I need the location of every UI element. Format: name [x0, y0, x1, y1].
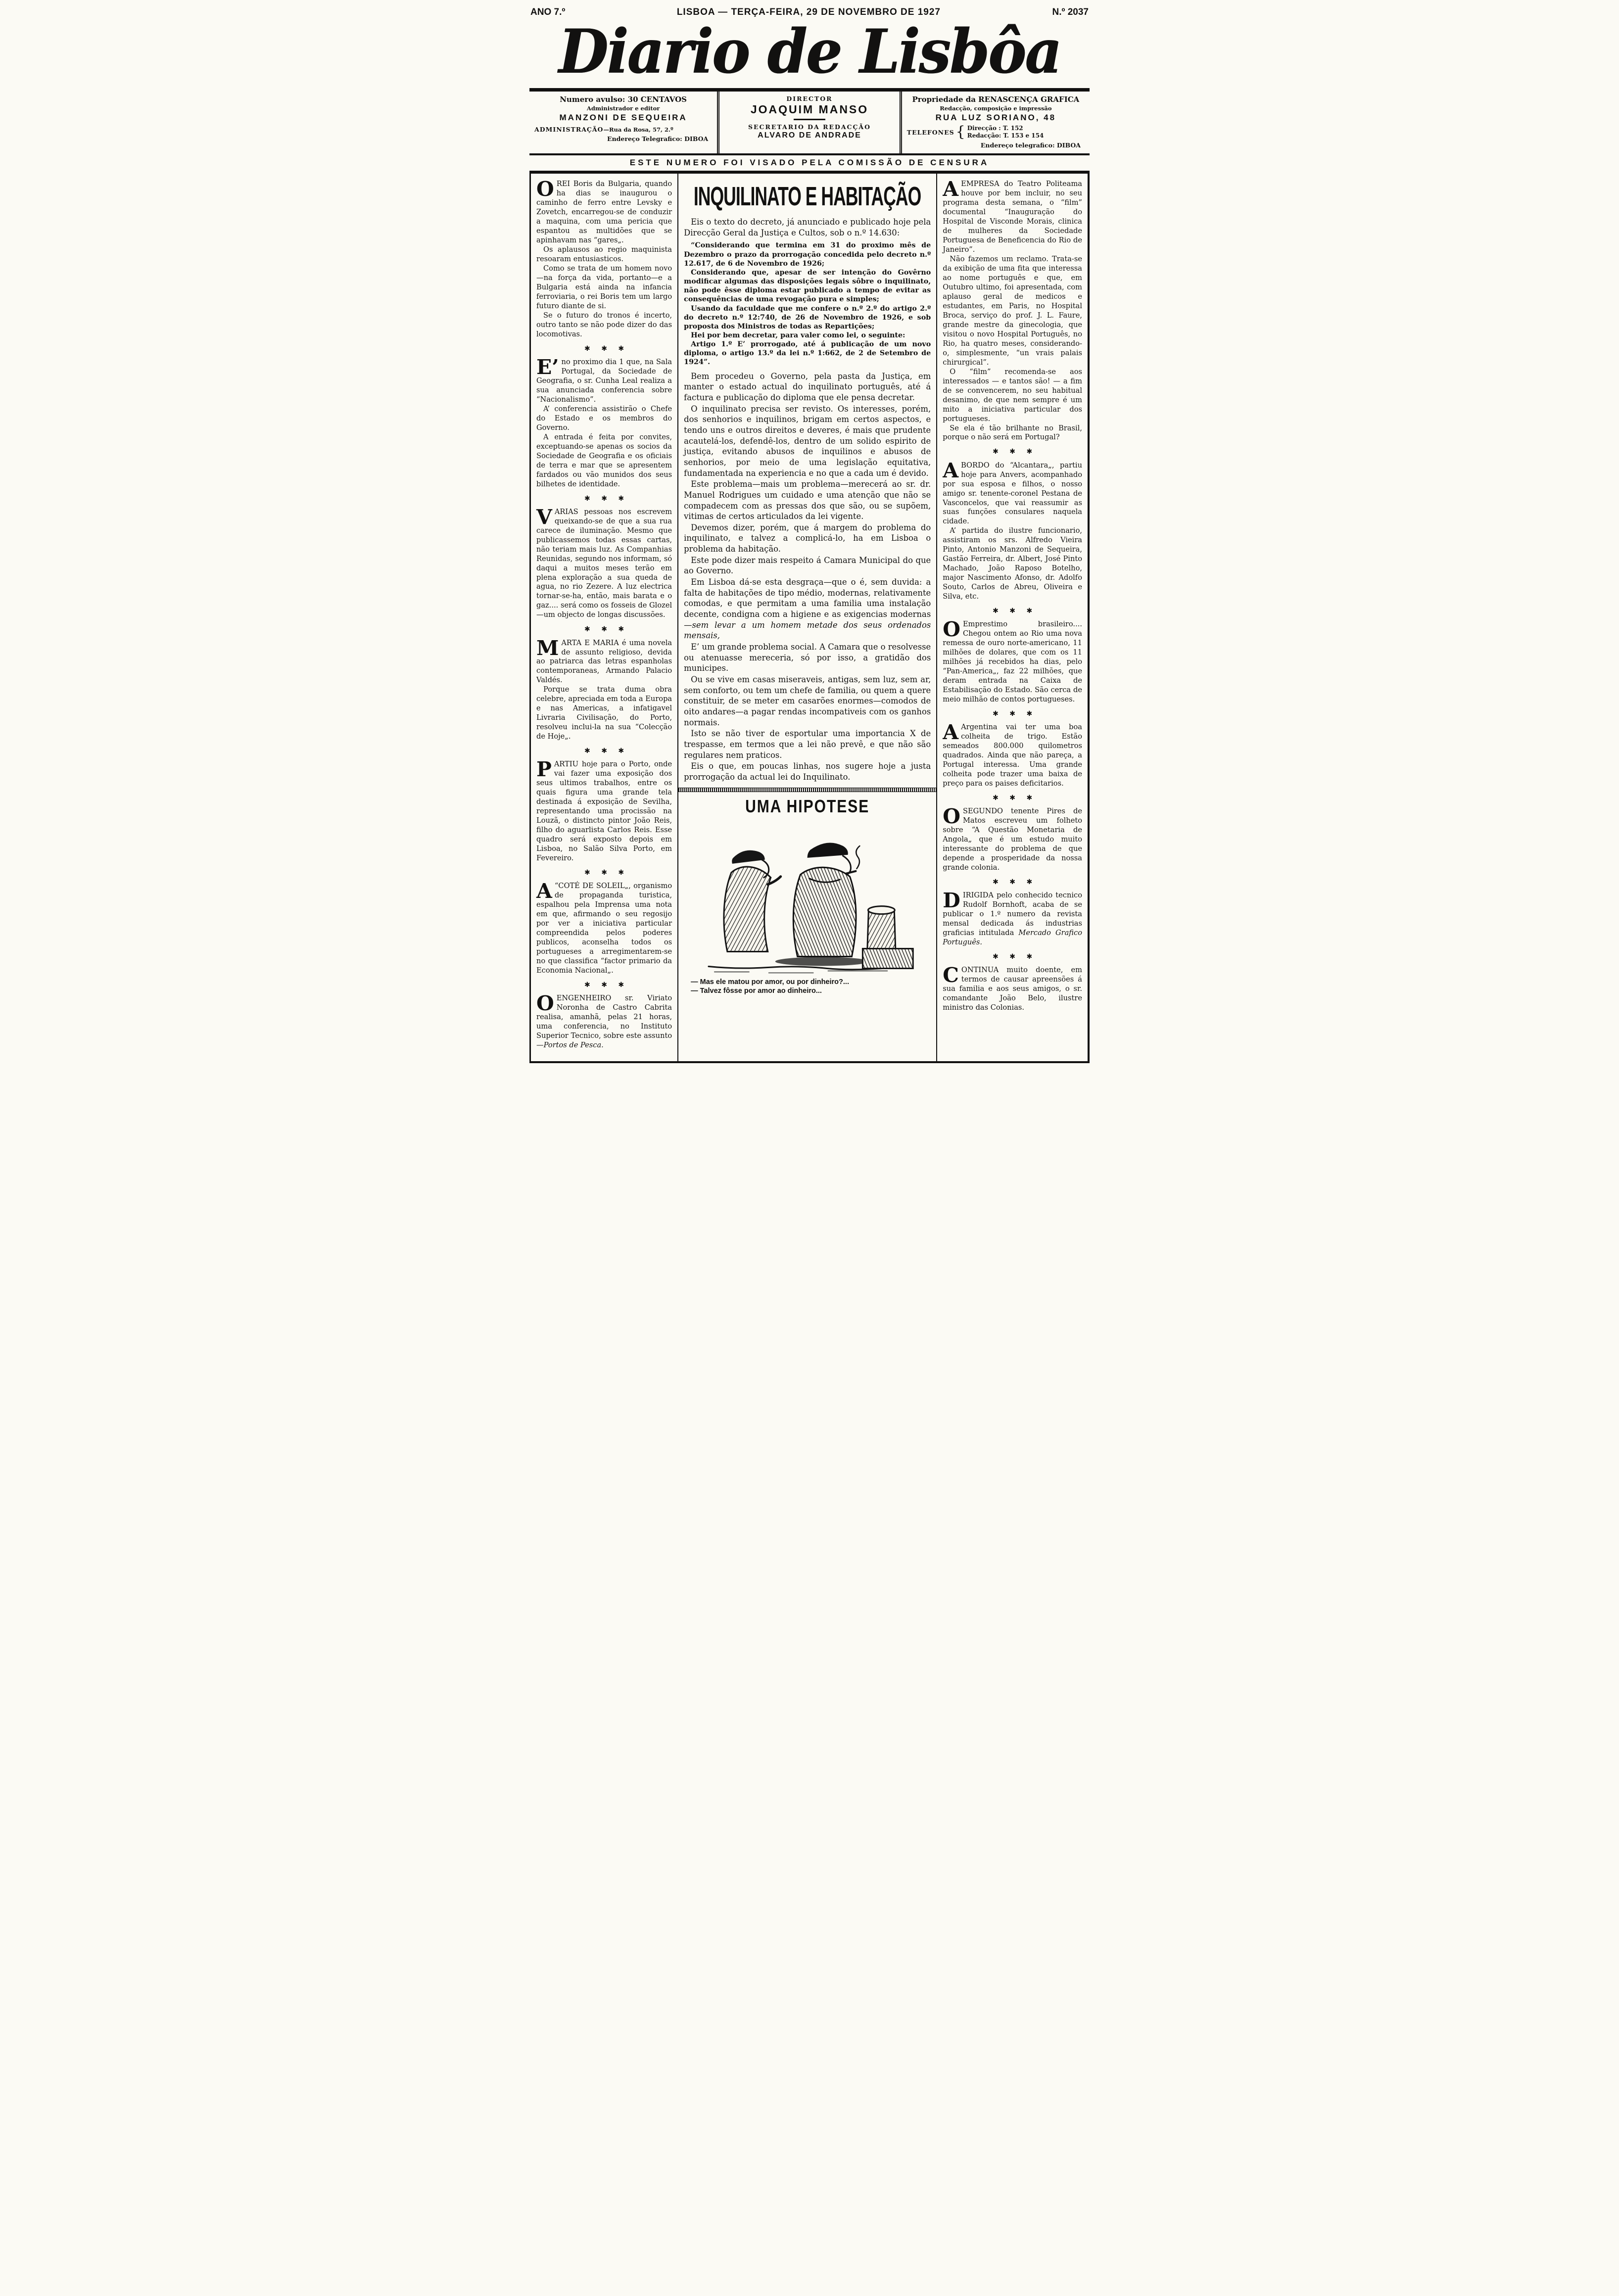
italic-segment: sem levar a um homem metade dos seus ordenados mensais,: [684, 620, 931, 641]
cartoon-captions: [684, 978, 931, 1002]
imprint-administration: [529, 92, 717, 153]
content-columns: [529, 174, 1090, 1063]
paragraph: IRIGIDA pelo conhecido tecnico Rudolf Bornhoft, acaba de se publicar o 1.º numero da revista mensal dedicada ás industrias graficias intitulada: [943, 891, 1082, 937]
price-line: Numero avulso: 30 CENTAVOS: [560, 95, 687, 104]
telegraph-address: Endereço telegrafico: DIBOA: [980, 141, 1081, 149]
secretary-label: SECRETARIO DA REDACÇÃO: [748, 123, 871, 131]
decree-paragraph: Artigo 1.º E’ prorrogado, até á publicação de um novo diploma, o artigo 13.º da lei n.º 1:662, de 2 de Setembro de 1924”.: [684, 340, 931, 367]
italic-title: Mercado Grafico Português.: [943, 929, 1082, 947]
director-name: JOAQUIM MANSO: [750, 103, 869, 116]
paragraph: Este problema—mais um problema—merecerá ao sr. dr. Manuel Rodrigues um cuidado e uma atenção que não se compadecem com as pressas dos que são, ou se supõem, vitimas de certos articulados da lei vigente.: [684, 479, 931, 521]
news-item-cunha-leal: [536, 355, 672, 489]
news-item-joao-belo: [943, 963, 1082, 1013]
news-item-argentina: [943, 720, 1082, 789]
decree-paragraph: Hei por bem decretar, para valer como lei, o seguinte:: [691, 331, 905, 340]
imprint-direction: [717, 92, 902, 153]
drop-cap: D: [943, 889, 960, 913]
admin-street: —Rua da Rosa, 57, 2.º: [603, 126, 673, 134]
drop-cap: O: [943, 804, 960, 829]
drop-cap: A: [943, 458, 959, 482]
news-item-alcantara: [943, 458, 1082, 602]
paragraph: ARTIU hoje para o Porto, onde vai fazer uma exposição dos seus ultimos trabalhos, entre os quais figura uma grande tela destinada á exposição de Sevilha, representando uma procissão na Louzã, o distincto pintor João Reis, filho do aguarlista Carlos Reis. Esse quadro será exposto depois em Lisboa, no Salão Silva Porto, em Fevereiro.: [536, 760, 672, 863]
stars-separator: ✱ ✱ ✱: [584, 494, 624, 503]
news-item-pires-de-matos: [943, 804, 1082, 873]
stars-separator: ✱ ✱ ✱: [584, 747, 624, 755]
newspaper-page: [523, 0, 1096, 1098]
paragraph: Ou se vive em casas miseraveis, antigas, sem luz, sem ar, sem conforto, ou tem um chefe de familia, ou quem a quere constituir, de se meter em casarões enormes—comodos de oito andares—a pagar rendas incompativeis com os ganhos normais.: [684, 675, 931, 727]
news-item-emprestimo: [943, 617, 1082, 704]
drop-cap: A: [943, 177, 959, 201]
paragraph: [684, 577, 931, 641]
paragraph: “COTÉ DE SOLEIL„, organismo de propaganda turistica, espalhou pela Imprensa uma nota em que, afirmando o seu regosijo por ver a iniciativa particular compreendida pelos poderes publicos, aconselha todos os portugueses a arregimentarem-se no que classifica “factor primario da Economia Nacional„.: [536, 882, 672, 975]
lead-paragraph: Eis o texto do decreto, já anunciado e publicado hoje pela Direcção Geral da Justiça e Cultos, sob o n.º 14.630:: [684, 217, 931, 237]
center-column: [678, 174, 937, 1061]
stars-separator: ✱ ✱ ✱: [584, 625, 624, 634]
telegraph-address: Endereço Telegrafico: DIBOA: [607, 135, 709, 143]
paragraph: Os aplausos ao regio maquinista resoaram entusiasticos.: [536, 245, 672, 264]
paragraph: Se o futuro do tronos é incerto, outro tanto se não pode dizer do das locomotivas.: [536, 311, 672, 338]
stars-separator: ✱ ✱ ✱: [993, 878, 1033, 886]
paragraph: no proximo dia 1 que, na Sala Portugal, da Sociedade de Geografia, o sr. Cunha Leal realiza a sua anunciada conferencia sobre “Nacionalismo”.: [536, 357, 672, 404]
paragraph: BORDO do “Alcantara„, partiu hoje para Anvers, acompanhado por sua esposa e filhos, o nosso amigo sr. tenente-coronel Pestana de Vasconcelos, que vai reassumir as suas funções consulares naquela cidade.: [943, 461, 1082, 526]
paragraph: EMPRESA do Teatro Politeama houve por bem incluir, no seu programa desta semana, o “film” documental “Inauguração do Hospital de Visconde Morais, clinica de mulheres da Sociedade Portuguesa de Beneficencia do Rio de Janeiro”.: [943, 180, 1082, 254]
news-item-marta-e-maria: [536, 636, 672, 742]
stars-separator: ✱ ✱ ✱: [993, 794, 1033, 802]
director-label: DIRECTOR: [786, 95, 833, 103]
paragraph: A entrada é feita por convites, exceptuando-se apenas os socios da Sociedade de Geografia e os oficiais de terra e mar que se apresentem fardados ou vão munidos dos seus bilhetes de identidade.: [536, 432, 672, 488]
drop-cap: O: [536, 177, 554, 201]
cartoon-shadow: [775, 957, 869, 966]
stars-separator: ✱ ✱ ✱: [993, 953, 1033, 961]
paragraph: REI Boris da Bulgaria, quando ha dias se inaugurou o caminho de ferro entre Levsky e Zovetch, encarregou-se de conduzir a maquina, com uma pericia que espantou as multidões que se apinhavam nas “gares„.: [536, 180, 672, 245]
drop-cap: M: [536, 636, 559, 660]
paragraph: ONTINUA muito doente, em termos de causar apreensões á sua familia e aos seus amigos, o sr. comandante João Belo, ilustre ministro das Colonias.: [943, 966, 1082, 1012]
cartoon-man-right: [793, 843, 859, 957]
admin-editor-label: Administrador e editor: [586, 105, 660, 112]
censorship-notice: ESTE NUMERO FOI VISADO PELA COMISSÃO DE CENSURA: [529, 155, 1090, 174]
imprint-property: [902, 92, 1090, 153]
paragraph: E’ um grande problema social. A Camara que o resolvesse ou atenuasse mereceria, só por isso, a gratidão dos municipes.: [684, 642, 931, 673]
dateline: LISBOA — TERÇA-FEIRA, 29 DE NOVEMBRO DE 1927: [676, 7, 941, 17]
cartoon-stone-posts: [862, 906, 913, 969]
composition-line: Redacção, composição e impressão: [940, 105, 1052, 112]
imprint-bar: [529, 88, 1090, 155]
paragraph-segment: Em Lisboa dá-se esta desgraça—que o é, sem duvida: a falta de habitações de tipo médio, modernas, relativamente comodas, e que permitam a uma familia uma instalação decente, condigna com a higiene e as exigencias modernas—: [684, 577, 931, 630]
cartoon-figure: [684, 819, 931, 1002]
italic-title: Portos de Pesca.: [543, 1040, 604, 1049]
paragraph: O “film” recomenda-se aos interessados — e tantos são! — a fim de se convencerem, no seu habitual desanimo, de que nem sempre é um mito a iniciativa particular dos portugueses.: [943, 367, 1082, 423]
editorial-body: [684, 371, 931, 783]
admin-address: [534, 126, 712, 133]
paragraph: A’ partida do ilustre funcionario, assistiram os srs. Alfredo Vieira Pinto, Antonio Manzoni de Sequeira, Gastão Ferreira, dr. Albert, José Pinto Machado, João Raposo Botelho, major Nascimento Afonso, dr. Adolfo Souto, Carlos de Abreu, Oliveira e Silva, etc.: [943, 526, 1082, 601]
news-item-teatro-politeama: [943, 177, 1082, 442]
hatched-rule: [678, 788, 936, 792]
cartoon-illustration: [699, 819, 916, 977]
right-column: [937, 174, 1088, 1061]
telephones-label: TELEFONES: [906, 128, 954, 136]
stars-separator: ✱ ✱ ✱: [584, 981, 624, 989]
divider: [794, 119, 825, 120]
drop-cap: P: [536, 757, 552, 782]
paragraph: Bem procedeu o Governo, pela pasta da Justiça, em manter o estado actual do inquilinato português, até á factura e publicação do diploma que ele pensa decretar.: [684, 371, 931, 402]
caption-line: — Mas ele matou por amor, ou por dinheiro?...: [691, 978, 849, 986]
stars-separator: ✱ ✱ ✱: [584, 344, 624, 353]
admin-editor-name: MANZONI DE SEQUEIRA: [559, 113, 687, 123]
news-item-mercado-grafico: [943, 891, 1082, 947]
drop-cap: O: [536, 991, 554, 1016]
paragraph: ARTA E MARIA é uma novela de assunto religioso, devida ao patriarca das letras espanholas contemporaneas, Armando Palacio Valdés.: [536, 638, 672, 685]
brace-glyph: {: [955, 123, 965, 141]
edition-year: ANO 7.º: [530, 7, 566, 17]
decree-paragraph: “Considerando que termina em 31 do proximo mês de Dezembro o prazo da prorrogação concedida pelo decreto n.º 12.617, de 6 de Novembro de 1926;: [684, 241, 931, 268]
paragraph: Porque se trata duma obra celebre, apreciada em toda a Europa e nas Americas, a infatigavel Livraria Civilisação, do Porto, resolveu inclui-la na sua “Colecção de Hoje„.: [536, 685, 672, 741]
telephones-row: [907, 125, 1085, 140]
paragraph: ENGENHEIRO sr. Viriato Noronha de Castro Cabrita realisa, amanhã, pelas 21 horas, uma conferencia, no Instituto Superior Tecnico, sobre este assunto—: [536, 994, 672, 1049]
admin-label: ADMINISTRAÇÃO: [534, 126, 604, 134]
caption-line: — Talvez fôsse por amor ao dinheiro...: [691, 986, 822, 995]
news-item-portos-de-pesca: [536, 991, 672, 1050]
stars-separator: ✱ ✱ ✱: [584, 869, 624, 877]
paragraph: Não fazemos um reclamo. Trata-se da exibição de uma fita que interessa ao nome português e que, em Outubro ultimo, foi apresentada, com aplauso geral de medicos e estudantes, em Paris, no Hospital Broca, serviço do prof. J. L. Faure, grande mestre da ginecologia, que visitou o novo Hospital Português, no Rio, ha quatro meses, considerando-o, simplesmente, “un vrais palais chirurgical”.: [943, 255, 1082, 367]
paragraph: Argentina vai ter uma boa colheita de trigo. Estão semeados 800.000 quilometros quadrados. Ainda que não pareça, a Portugal interessa. Uma grande colheita pode trazer uma baixa de preço para os paises deficitarios.: [943, 723, 1082, 788]
secretary-name: ALVARO DE ANDRADE: [758, 131, 861, 140]
masthead-title: Diario de Lisbôa: [558, 16, 1061, 88]
news-item-rei-boris: [536, 177, 672, 339]
decree-text: [684, 241, 931, 367]
paragraph: Este pode dizer mais respeito á Camara Municipal do que ao Governo.: [684, 555, 931, 576]
stars-separator: ✱ ✱ ✱: [993, 607, 1033, 615]
drop-cap: A: [536, 879, 552, 903]
paragraph: Isto se não tiver de esportular uma importancia X de trespasse, em termos que a lei não prevê, e que não são regulares nem praticos.: [684, 729, 931, 760]
drop-cap: E’: [536, 355, 559, 379]
paragraph: A’ conferencia assistirão o Chefe do Estado e os membros do Governo.: [536, 404, 672, 432]
street-address: RUA LUZ SORIANO, 48: [935, 113, 1056, 123]
phone-redaction: Redacção: T. 153 e 154: [967, 132, 1044, 140]
paragraph: SEGUNDO tenente Pires de Matos escreveu um folheto sobre “A Questão Monetaria de Angola„ que é um estudo muito interessante do problema de que depende a prosperidade da nossa grande colonia.: [943, 807, 1082, 872]
news-item-iluminacao: [536, 505, 672, 620]
cartoon-man-left: [724, 850, 781, 952]
property-line: Propriedade da RENASCENÇA GRAFICA: [912, 95, 1080, 104]
drop-cap: A: [943, 720, 959, 745]
paragraph: Se ela é tão brilhante no Brasil, porque o não será em Portugal?: [943, 423, 1082, 442]
cartoon-title: UMA HIPOTESE: [745, 797, 870, 816]
stars-separator: ✱ ✱ ✱: [993, 710, 1033, 718]
paragraph: Devemos dizer, porém, que á margem do problema do inquilinato, e talvez a complicá-lo, ha em Lisboa o problema da habitação.: [684, 522, 931, 554]
stars-separator: ✱ ✱ ✱: [993, 448, 1033, 456]
drop-cap: C: [943, 963, 959, 987]
paragraph: ARIAS pessoas nos escrevem queixando-se de que a sua rua carece de iluminação. Mesmo que publicassemos todas essas cartas, não teriam mais luz. As Companhias Reunidas, segundo nos informam, só daqui a muitos meses terão em plena exploração a sua queda de agua, no rio Zezere. A luz electrica tornar-se-ha, então, mais barata e o gaz.... será como os fosseis de Glozel—um objecto de longas discussões.: [536, 507, 672, 619]
paragraph: Como se trata de um homem novo—na força da vida, portanto—e a Bulgaria está ainda na infancia ferroviaria, o rei Boris tem um largo futuro diante de si.: [536, 264, 672, 310]
paragraph: O inquilinato precisa ser revisto. Os interesses, porém, dos senhorios e inquilinos, brigam em certos aspectos, e tendo uns e outros direitos e deveres, é mais que prudente acautelá-los, defendê-los, dentro de um solido espirito de justiça, evitando abusos de inquilinos e abusos de senhorios, por meio de uma legislação equitativa, fundamentada na experiencia e no que a cada um é devido.: [684, 404, 931, 478]
paragraph: Emprestimo brasileiro.... Chegou ontem ao Rio uma nova remessa de ouro norte-americano, 11 milhões de dolares, que com os 11 milhões já recebidos ha dias, pelo “Pan-America„, faz 22 milhões, que deram entrada na Caixa de Estabilisação do Estado. São cerca de meio milhão de contos portugueses.: [943, 620, 1082, 704]
left-column: [531, 174, 678, 1061]
decree-paragraph: Usando da faculdade que me confere o n.º 2.º do artigo 2.º do decreto n.º 12:740, de 26 de Novembro de 1926, e sob proposta dos Ministros de todas as Repartições;: [684, 304, 931, 330]
paragraph: Eis o que, em poucas linhas, nos sugere hoje a justa prorrogação da actual lei do Inquilinato.: [684, 761, 931, 782]
drop-cap: V: [536, 505, 552, 529]
issue-number: N.º 2037: [1052, 7, 1089, 17]
news-item-joao-reis: [536, 757, 672, 863]
drop-cap: O: [943, 617, 960, 642]
main-headline: INQUILINATO E HABITAÇÃO: [693, 182, 921, 212]
decree-paragraph: Considerando que, apesar de ser intenção do Govêrno modificar algumas das disposições legais sôbre o inquilinato, não pode êsse diploma estar publicado a tempo de evitar as consequências de uma revogação pura e simples;: [684, 268, 931, 304]
news-item-cote-de-soleil: [536, 879, 672, 976]
phone-direction: Direcção : T. 152: [967, 125, 1023, 132]
